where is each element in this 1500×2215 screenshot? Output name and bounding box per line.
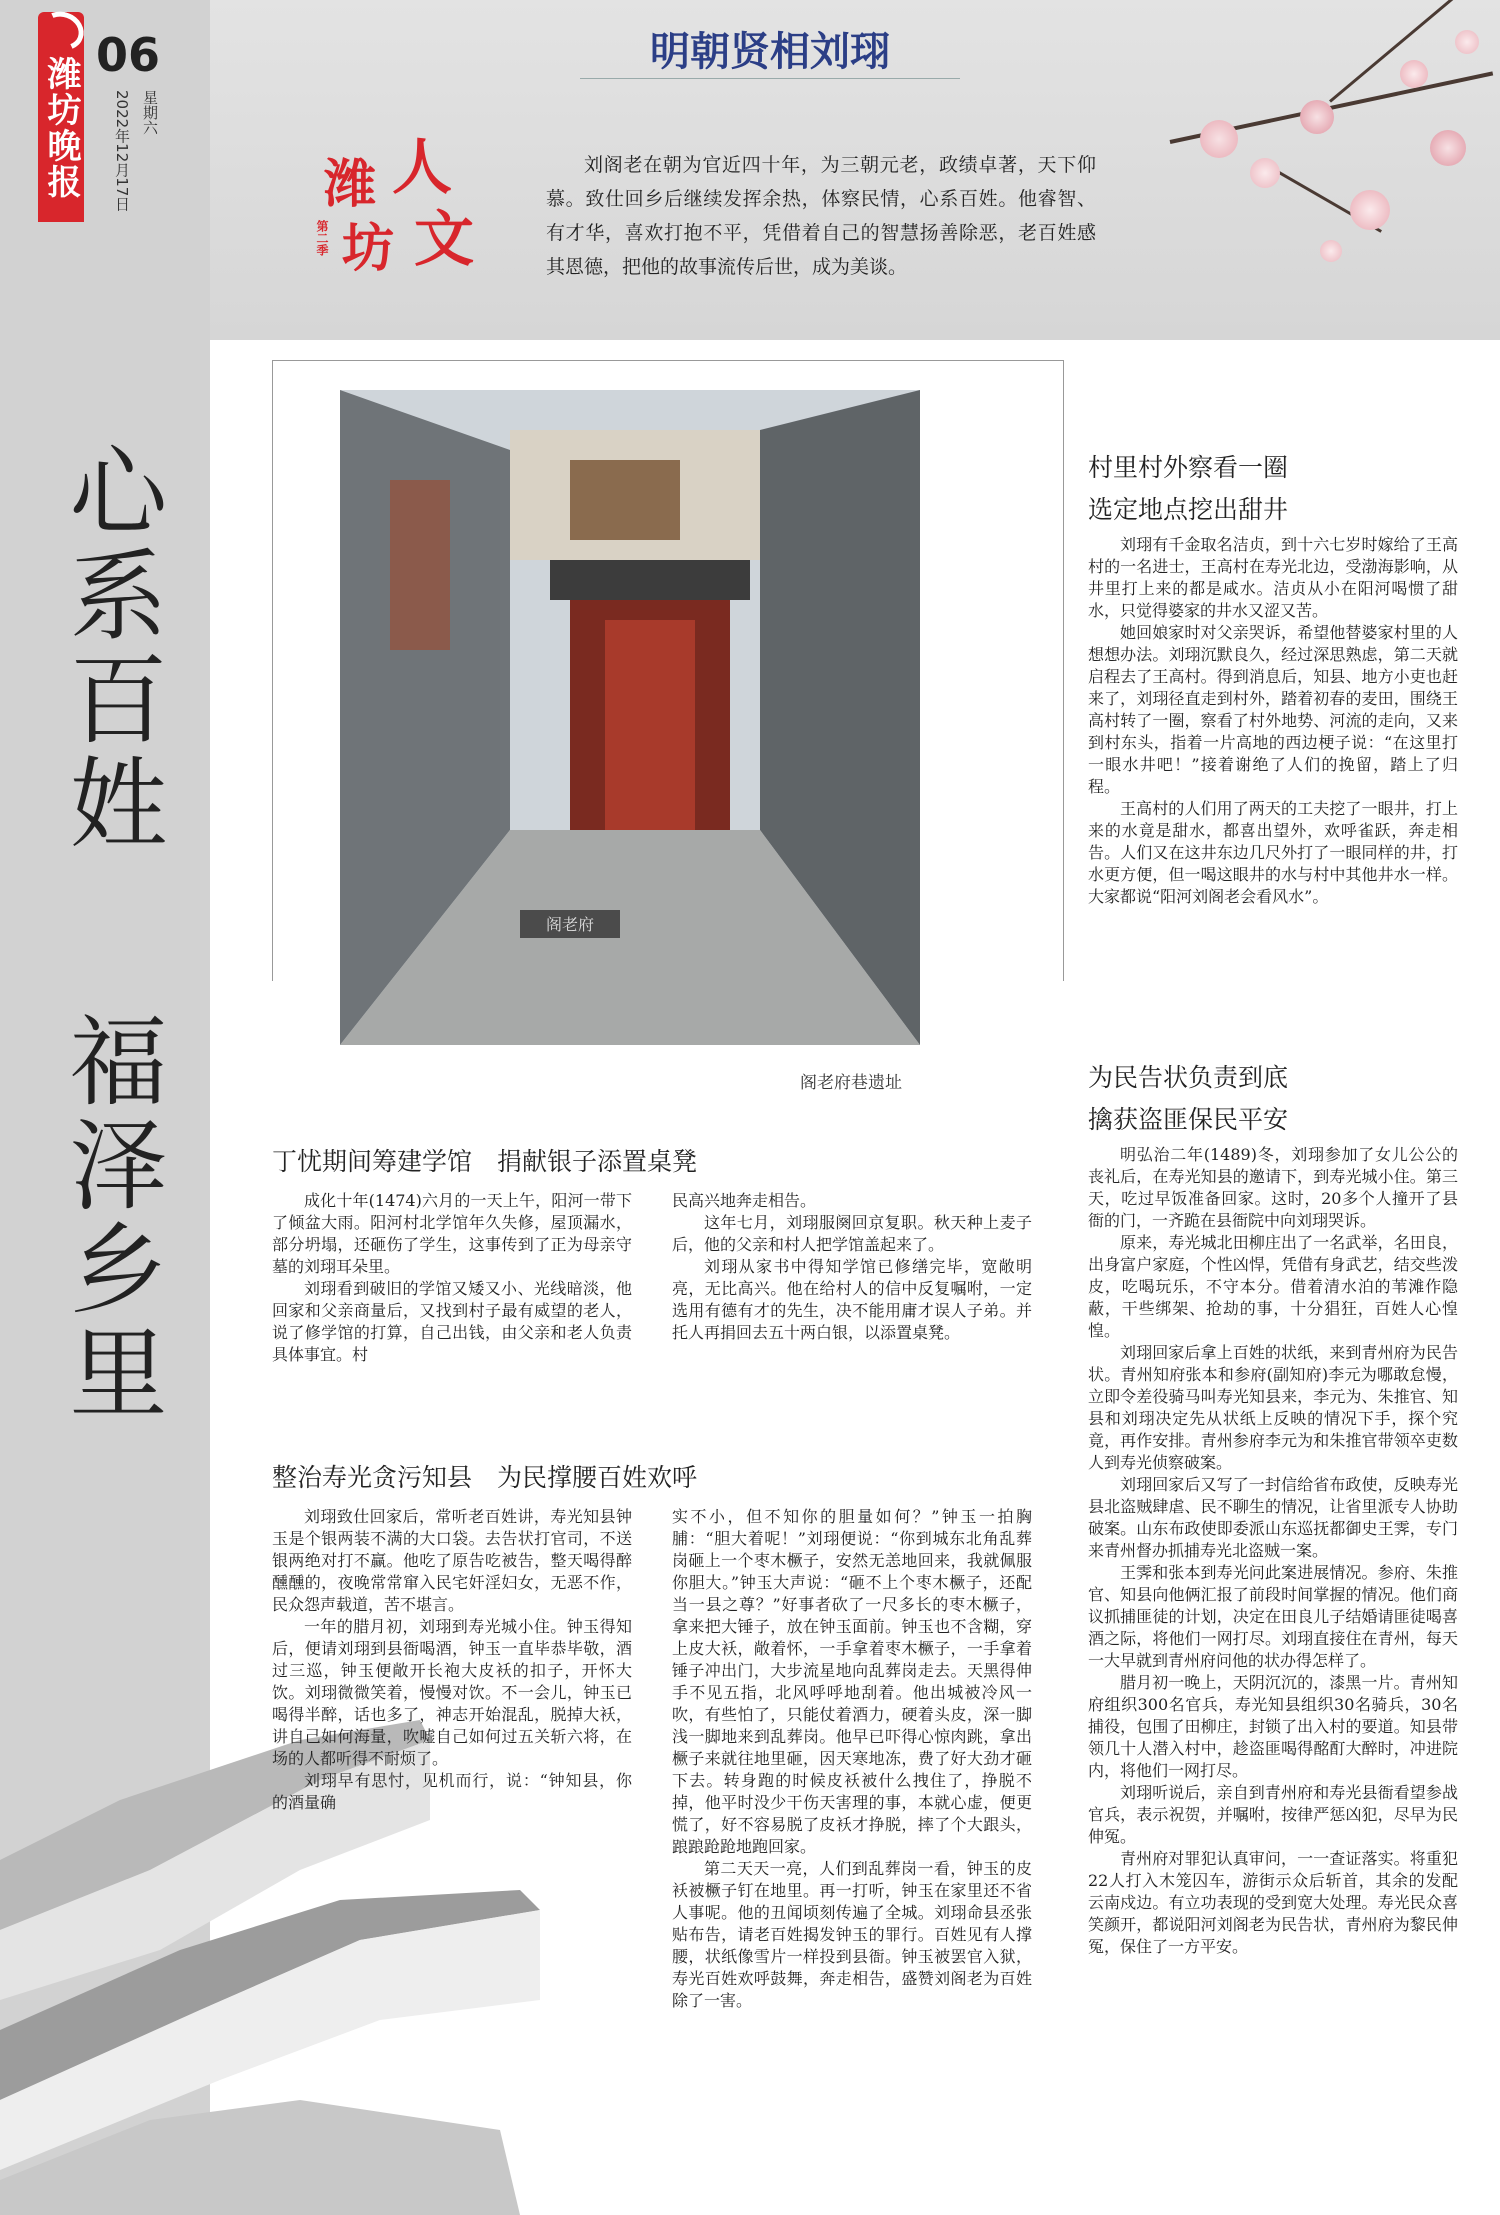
section4-title-line1: 为民告状负责到底: [1088, 1063, 1289, 1092]
paragraph: 第二天天一亮，人们到乱葬岗一看，钟玉的皮袄被橛子钉在地里。再一打听，钟玉在家里还不省人事呢。他的丑闻顷刻传遍了全城。刘珝命县丞张贴布告，请老百姓揭发钟玉的罪行。百姓见有人撑腰，状纸像雪片一样投到县衙。钟玉被罢官入狱，寿光百姓欢呼鼓舞，奔走相告，盛赞刘阁老为百姓除了一害。: [672, 1859, 1032, 2010]
paragraph: 刘珝致仕回家后，常听老百姓讲，寿光知县钟玉是个银两装不满的大口袋。去告状打官司，不送银两绝对打不赢。他吃了原告吃被告，整天喝得醉醺醺的，夜晚常常窜入民宅奸淫妇女，无恶不作，民众怨声载道，苦不堪言。: [272, 1507, 632, 1614]
page-number: 06: [96, 28, 161, 82]
section3-title-line2: 选定地点挖出甜井: [1088, 495, 1289, 524]
logo-text: 潍坊晚报: [41, 56, 81, 200]
paragraph: 腊月初一晚上，天阴沉沉的，漆黑一片。青州知府组织300名官兵，寿光知县组织30名骑兵，30名捕役，包围了田柳庄，封锁了出入村的要道。知县带领几十人潜入村中，趁盗匪喝得酩酊大醉时，冲进院内，将他们一网打尽。: [1088, 1673, 1458, 1780]
paragraph: 成化十年(1474)六月的一天上午，阳河一带下了倾盆大雨。阳河村北学馆年久失修，屋顶漏水，部分坍塌，还砸伤了学生，这事传到了正为母亲守墓的刘珝耳朵里。: [272, 1191, 632, 1276]
street-sign: 阁老府: [545, 915, 595, 934]
column-logo-fang: 坊: [342, 219, 395, 279]
column-logo-ren: 人: [392, 133, 452, 203]
paragraph: 刘珝从家书中得知学馆已修缮完毕，宽敞明亮，无比高兴。他在给村人的信中反复嘱咐，一定选用有德有才的先生，决不能用庸才误人子弟。并托人再捐回去五十两白银，以添置桌凳。: [672, 1257, 1032, 1342]
paragraph: 刘珝看到破旧的学馆又矮又小、光线暗淡，他回家和父亲商量后，又找到村子最有威望的老人，说了修学馆的打算，自己出钱，由父亲和老人负责具体事宜。村: [272, 1279, 632, 1364]
headline-part2: 福泽乡里: [53, 1010, 167, 1426]
paragraph: 刘珝有千金取名洁贞，到十六七岁时嫁给了王高村的一名进士，王高村在寿光北边，受渤海影响，从井里打上来的都是咸水。洁贞从小在阳河喝惯了甜水，只觉得婆家的井水又涩又苦。: [1088, 535, 1458, 620]
section2-col2: [672, 1506, 1032, 2012]
paragraph: 刘珝听说后，亲自到青州府和寿光县衙看望参战官兵，表示祝贺，并嘱咐，按律严惩凶犯，尽早为民伸冤。: [1088, 1783, 1458, 1846]
paragraph-continued: 民高兴地奔走相告。: [672, 1191, 817, 1210]
section2-col1: [272, 1506, 632, 1814]
column-logo: [310, 112, 500, 279]
section1-title: 丁忧期间筹建学馆 捐献银子添置桌凳: [272, 1147, 698, 1176]
column-season: 第二季: [315, 220, 329, 256]
paragraph: 刘珝早有思忖，见机而行，说：“钟知县，你的酒量确: [272, 1771, 632, 1812]
section1-col2: [672, 1190, 1032, 1344]
section3-body: [1088, 534, 1458, 908]
weekday: 星期六: [141, 90, 159, 135]
issue-date: 2022年12月17日: [113, 90, 131, 212]
paragraph: 王霁和张本到寿光问此案进展情况。参府、朱推官、知县向他俩汇报了前段时间掌握的情况。他们商议抓捕匪徒的计划，决定在田良儿子结婚请匪徒喝喜酒之际，将他们一网打尽。刘珝直接住在青州，每天一大早就到青州府问他的状办得怎样了。: [1088, 1563, 1458, 1670]
paragraph: 王高村的人们用了两天的工夫挖了一眼井，打上来的水竟是甜水，都喜出望外，欢呼雀跃，奔走相告。人们又在这井东边几尺外打了一眼同样的井，打水更方便，但一喝这眼井的水与村中其他井水一样。大家都说“阳河刘阁老会看风水”。: [1088, 799, 1458, 906]
section4-title-line2: 擒获盗匪保民平安: [1088, 1105, 1289, 1134]
column-logo-wei: 潍: [324, 155, 377, 215]
photo-caption: 阁老府巷遗址: [800, 1073, 902, 1093]
paragraph: 她回娘家时对父亲哭诉，希望他替婆家村里的人想想办法。刘珝沉默良久，经过深思熟虑，第二天就启程去了王高村。得到消息后，知县、地方小吏也赶来了，刘珝径直走到村外，踏着初春的麦田，围绕王高村转了一圈，察看了村外地势、河流的走向，又来到村东头，指着一片高地的西边梗子说：“在这里打一眼水井吧！”接着谢绝了人们的挽留，踏上了归程。: [1088, 623, 1458, 796]
section1-col1: [272, 1190, 632, 1366]
section2-title: 整治寿光贪污知县 为民撑腰百姓欢呼: [272, 1463, 698, 1492]
headline-part1: 心系百姓: [53, 440, 167, 856]
intro-text: 刘阁老在朝为官近四十年，为三朝元老，政绩卓著，天下仰慕。致仕回乡后继续发挥余热，体察民情，心系百姓。他睿智、有才华，喜欢打抱不平，凭借着自己的智慧扬善除恶，老百姓感其恩德，把他的故事流传后世，成为美谈。: [546, 154, 1096, 278]
paragraph-continued: 实不小，但不知你的胆量如何？”钟玉一拍胸脯：“胆大着呢！”刘珝便说：“你到城东北角乱葬岗砸上一个枣木橛子，安然无恙地回来，我就佩服你胆大。”钟玉大声说：“砸不上个枣木橛子，还配当一县之尊？”好事者砍了一尺多长的枣木橛子，拿来把大锤子，放在钟玉面前。钟玉也不含糊，穿上皮大袄，敞着怀，一手拿着枣木橛子，一手拿着锤子冲出门，大步流星地向乱葬岗走去。天黑得伸手不见五指，北风呼呼地刮着。他出城被冷风一吹，有些怕了，只能仗着酒力，硬着头皮，深一脚浅一脚地来到乱葬岗。他早已吓得心惊肉跳，拿出橛子来就往地里砸，因天寒地冻，费了好大劲才砸下去。转身跑的时候皮袄被什么拽住了，挣脱不掉，他平时没少干伤天害理的事，本就心虚，便更慌了，好不容易脱了皮袄才挣脱，摔了个大跟头，踉踉跄跄地跑回家。: [672, 1507, 1032, 1856]
column-logo-wen: 文: [414, 205, 474, 275]
paragraph: 原来，寿光城北田柳庄出了一名武举，名田良，出身富户家庭，个性凶悍，凭借有身武艺，结交些泼皮，吃喝玩乐，不守本分。借着清水泊的苇滩作隐蔽，干些绑架、抢劫的事，十分猖狂，百姓人心惶惶。: [1088, 1233, 1458, 1340]
paragraph: 这年七月，刘珝服阕回京复职。秋天种上麦子后，他的父亲和村人把学馆盖起来了。: [672, 1213, 1032, 1254]
paragraph: 一年的腊月初，刘珝到寿光城小住。钟玉得知后，便请刘珝到县衙喝酒，钟玉一直毕恭毕敬，酒过三巡，钟玉便敞开长袍大皮袄的扣子，开怀大饮。刘珝微微笑着，慢慢对饮。不一会儿，钟玉已喝得半醉，话也多了，神志开始混乱，脱掉大袄，讲自己如何海量，吹嘘自己如何过五关斩六将，在场的人都听得不耐烦了。: [272, 1617, 632, 1768]
title-rule: [580, 78, 960, 79]
section3-title-line1: 村里村外察看一圈: [1088, 453, 1289, 482]
page-title: 明朝贤相刘珝: [650, 29, 890, 75]
paragraph: 青州府对罪犯认真审问，一一查证落实。将重犯22人打入木笼囚车，游街示众后斩首，其余的发配云南戍边。有立功表现的受到宽大处理。寿光民众喜笑颜开，都说阳河刘阁老为民告状，青州府为黎民伸冤，保住了一方平安。: [1088, 1849, 1458, 1956]
paragraph: 明弘治二年(1489)冬，刘珝参加了女儿公公的丧礼后，在寿光知县的邀请下，到寿光城小住。第三天，吃过早饭准备回家。这时，20多个人撞开了县衙的门，一齐跪在县衙院中向刘珝哭诉。: [1088, 1145, 1458, 1230]
paragraph: 刘珝回家后拿上百姓的状纸，来到青州府为民告状。青州知府张本和参府(副知府)李元为哪敢怠慢，立即令差役骑马叫寿光知县来，李元为、朱推官、知县和刘珝决定先从状纸上反映的情况下手，探个究竟，再作安排。青州参府李元为和朱推官带领卒吏数人到寿光侦察破案。: [1088, 1343, 1458, 1472]
paragraph: 刘珝回家后又写了一封信给省布政使，反映寿光县北盗贼肆虐、民不聊生的情况，让省里派专人协助破案。山东布政使即委派山东巡抚都御史王霁，专门来青州督办抓捕寿光北盗贼一案。: [1088, 1475, 1458, 1560]
alley-photo: [340, 390, 920, 1045]
section4-body: [1088, 1144, 1458, 1958]
